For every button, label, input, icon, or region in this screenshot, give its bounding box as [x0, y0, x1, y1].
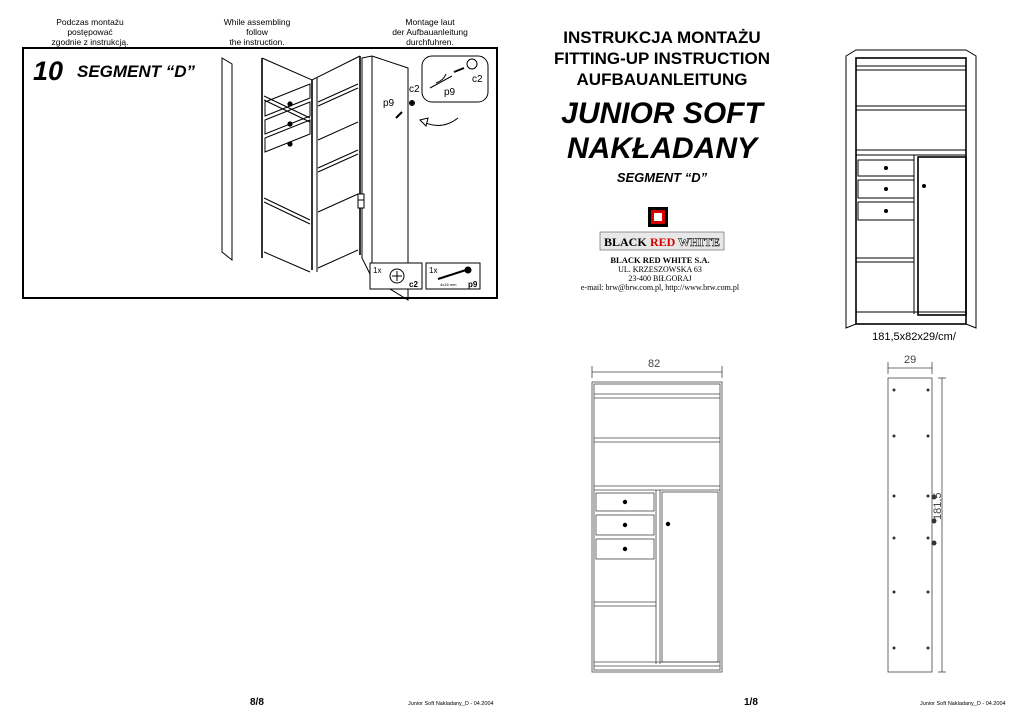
right-page-number: 1/8	[744, 697, 758, 708]
brand-word-red: RED	[650, 235, 676, 249]
width-dimension: 82	[648, 358, 661, 370]
header-line: postępować	[67, 27, 113, 37]
part-note: 4x16 mm	[440, 282, 457, 287]
header-line: zgodnie z instrukcją.	[51, 37, 129, 47]
company-street: UL. KRZESZOWSKA 63	[618, 265, 702, 274]
title-line: FITTING-UP INSTRUCTION	[554, 49, 770, 68]
header-line: Podczas montażu	[56, 17, 124, 27]
title-line: AUFBAUANLEITUNG	[576, 70, 748, 89]
header-line: Montage laut	[405, 17, 455, 27]
step-number: 10	[33, 56, 64, 86]
product-line: JUNIOR SOFT	[561, 97, 763, 130]
brand-word-black: BLACK	[604, 235, 647, 249]
right-doc-code: Junior Soft Nakladany_D - 04.2004	[920, 701, 1006, 707]
company-city: 23-400 BIŁGORAJ	[628, 274, 692, 283]
header-line: follow	[246, 27, 268, 37]
segment-label: SEGMENT “D”	[616, 170, 708, 185]
company-name: BLACK RED WHITE S.A.	[610, 255, 710, 265]
part-code: p9	[468, 280, 478, 289]
label-p9: p9	[383, 98, 395, 109]
brand-word-white: WHITE	[678, 235, 721, 249]
part-qty: 1x	[429, 266, 438, 275]
part-qty: 1x	[373, 266, 382, 275]
product-line: NAKŁADANY	[567, 132, 757, 165]
header-line: der Aufbauanleitung	[392, 27, 468, 37]
overall-dimensions: 181,5x82x29/cm/	[872, 331, 956, 343]
title-line: INSTRUKCJA MONTAŻU	[563, 28, 761, 47]
left-doc-code: Junior Soft Nakladany_D - 04.2004	[408, 701, 494, 707]
label-p9: p9	[444, 87, 456, 98]
label-c2: c2	[409, 84, 420, 95]
left-page-number: 8/8	[250, 697, 264, 708]
depth-dimension: 29	[904, 354, 917, 366]
step-title: SEGMENT “D”	[77, 62, 196, 81]
header-line: While assembling	[223, 17, 291, 27]
company-contact: e-mail: brw@brw.com.pl, http://www.brw.com.pl	[580, 283, 740, 292]
height-dimension: 181,5	[932, 492, 944, 520]
header-line: durchfuhren.	[406, 37, 454, 47]
part-code: c2	[409, 280, 418, 289]
header-line: the instruction.	[229, 37, 285, 47]
label-c2: c2	[472, 74, 483, 85]
